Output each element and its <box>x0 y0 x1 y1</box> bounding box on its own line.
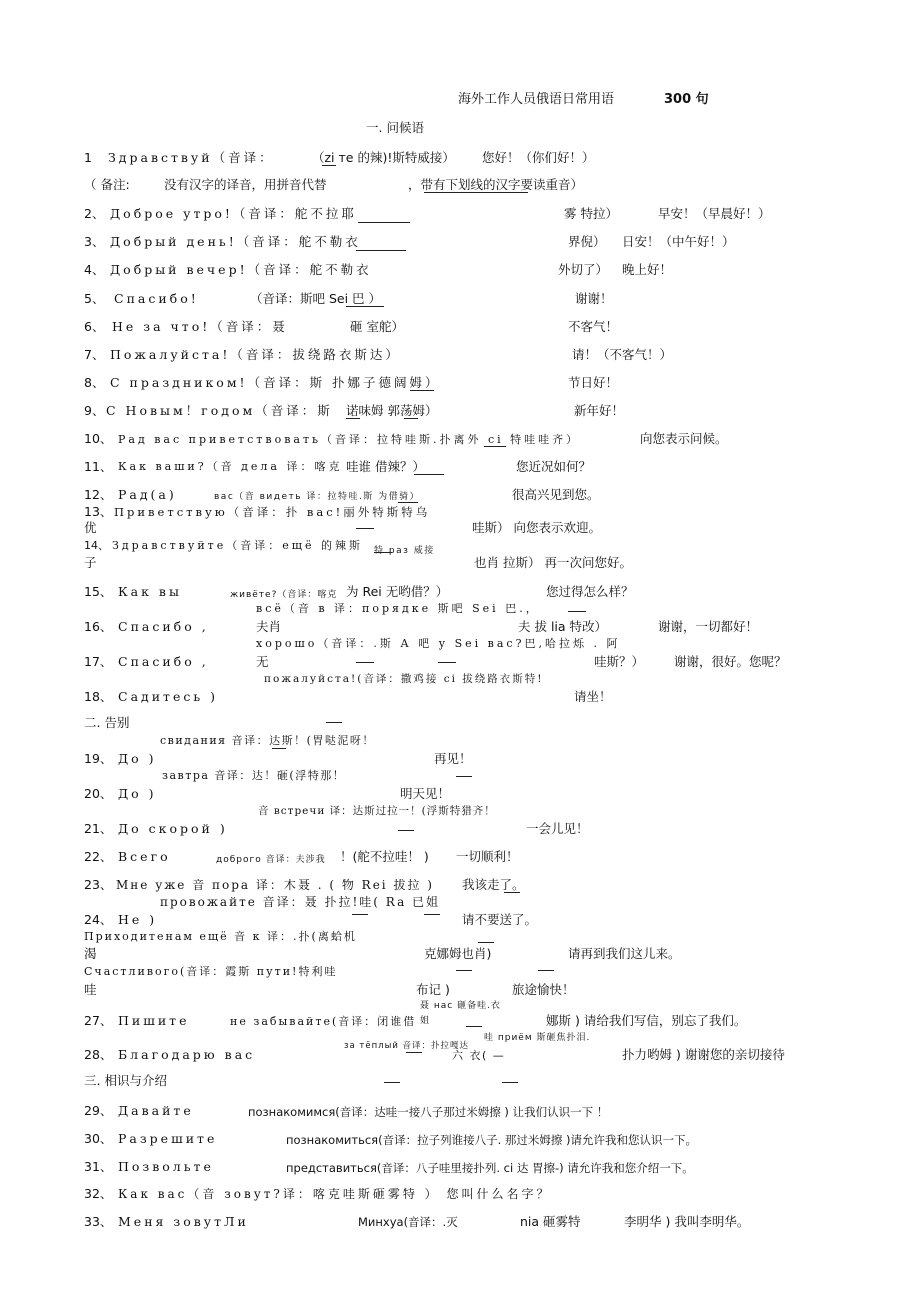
phrase-21-number: 21、 <box>84 821 113 836</box>
phrase-5-transliteration: （音译：斯吧 Sei 巴 ） <box>250 291 382 306</box>
phrase-24-number: 24、 <box>84 912 113 927</box>
phrase-20-number: 20、 <box>84 786 113 801</box>
phrase-16-meaning: 谢谢，一切都好！ <box>658 619 759 634</box>
phrase-33-russian: Меня зовутЛи <box>118 1214 249 1229</box>
phrase-12-meaning: 很高兴见到您。 <box>512 487 600 502</box>
phrase-7-number: 7、 <box>84 347 105 362</box>
phrase-17-extra: пожалуйста!(音译：撒鸡接 ci 拔绕路衣斯特! <box>264 673 544 685</box>
phrase-28-continuation: 六 衣( — <box>452 1049 506 1062</box>
phrase-10-number: 10、 <box>84 431 113 446</box>
phrase-13-number: 13、 <box>84 504 113 519</box>
phrase-8-russian: С праздником!（音译：斯 扑娜子德阔姆） <box>110 375 441 390</box>
stress-underline <box>272 748 286 749</box>
phrase-24-russian: Не ) <box>118 912 158 927</box>
phrase-5-number: 5、 <box>84 291 105 306</box>
phrase-5-russian: Спасибо! <box>114 291 199 306</box>
phrase-29-russian: Давайте <box>118 1103 194 1118</box>
stress-mark <box>438 662 456 663</box>
phrase-22-word: доброго 音译：夫涉我 <box>216 855 326 865</box>
phrase-32-text: Как вас（音 зовут?译：喀克哇斯砸雾特 ） 您叫什么名字？ <box>118 1187 552 1201</box>
stress-underline <box>410 390 434 391</box>
phrase-14-number: 14、 <box>84 539 109 552</box>
phrase-2-number: 2、 <box>84 206 105 221</box>
note-underline <box>424 192 528 193</box>
phrase-23-meaning: 我该走了。 <box>462 877 525 892</box>
phrase-17-word: хорошо（音译：.斯 А 吧 у Sei вас?巴,哈拉烁 . 阿 <box>256 637 621 650</box>
section-heading-greetings: 一. 问候语 <box>366 120 424 135</box>
phrase-33-russian-2: Минхуа(音译：.灭 <box>358 1215 458 1229</box>
phrase-15-word: живёте?（音译：喀克 <box>230 590 338 600</box>
phrase-33-transliteration: nia 砸雾特 <box>520 1214 581 1229</box>
phrase-10-meaning: 向您表示问候。 <box>640 431 728 446</box>
phrase-18-meaning: 请坐！ <box>574 689 612 704</box>
phrase-14-meaning: 也肖 拉斯） 再一次问您好。 <box>474 555 632 570</box>
phrase-3-number: 3、 <box>84 234 105 249</box>
phrase-6-transliteration: 砸 室舵） <box>350 319 404 334</box>
doc-title: 海外工作人员俄语日常用语 <box>458 92 615 107</box>
phrase-17-russian: Спасибо , <box>118 654 209 669</box>
phrase-28-number: 28、 <box>84 1047 113 1062</box>
phrase-25-continuation: 渴 <box>84 946 97 961</box>
phrase-23-russian: Мне уже 音 пора 译：木聂 . ( 物 Rei 拔拉 ) <box>116 878 434 892</box>
stress-mark <box>424 914 440 915</box>
stress-mark <box>398 830 414 831</box>
phrase-11-number: 11、 <box>84 459 113 474</box>
phrase-15-russian: Как вы <box>118 584 182 599</box>
phrase-20-russian: До ) <box>118 786 157 801</box>
phrase-22-transliteration: ！(舵不拉哇！ ) <box>340 849 429 864</box>
phrase-12-transliteration: вас（音 видеть 译：拉特哇.斯 为借骑） <box>214 492 421 502</box>
phrase-7-russian: Пожалуйста!（音译：拔绕路衣斯达） <box>110 347 401 362</box>
phrase-28-word-2: за тёплый 音译：扑拉嘎达 <box>344 1041 470 1051</box>
phrase-29-number: 29、 <box>84 1103 113 1118</box>
stress-mark <box>374 552 392 553</box>
phrase-20-word: завтра 音译：达！砸(浮特那！ <box>162 769 346 782</box>
phrase-4-meaning: 晚上好！ <box>622 262 673 277</box>
phrase-16-word: всё（音 в 译：порядке 斯吧 Sei 巴.， <box>256 602 540 615</box>
phrase-30-text: познакомиться(音译：拉子列谁接八子. 那过米姆擦 )请允许我和您认识一下。 <box>286 1133 698 1147</box>
phrase-7-meaning: 请！（不客气！） <box>572 347 673 362</box>
stress-underline <box>398 502 418 503</box>
stress-underline <box>358 222 410 223</box>
phrase-1-transliteration: （zi те 的辣)!斯特威接） <box>312 150 455 165</box>
phrase-21-russian: До скорой ) <box>118 821 228 836</box>
phrase-27-number: 27、 <box>84 1013 113 1028</box>
phrase-26-russian: Счастливого(音译：霞斯 пути!特利哇 <box>84 965 338 978</box>
phrase-11-russian: Как ваши?（音 дела 译：喀克 <box>118 460 343 473</box>
phrase-33-meaning: 李明华 ) 我叫李明华。 <box>624 1214 750 1229</box>
stress-mark <box>356 662 374 663</box>
phrase-19-russian: До ) <box>118 751 157 766</box>
stress-mark <box>356 528 374 529</box>
stress-underline <box>356 250 406 251</box>
phrase-11-meaning: 您近况如何？ <box>516 459 592 474</box>
phrase-25-transliteration: 克娜姆也肖) <box>424 946 492 961</box>
phrase-27-word: 聂 нас 砸备哇.衣 <box>420 1001 501 1011</box>
phrase-24-meaning: 请不要送了。 <box>462 912 538 927</box>
phrase-15-number: 15、 <box>84 584 113 599</box>
stress-mark <box>326 722 342 723</box>
phrase-25-russian: Приходитенам ещё 音 к 译：.扑(离蛤机 <box>84 930 357 943</box>
phrase-15-transliteration: 为 Rei 无哟借？） <box>346 584 449 599</box>
phrase-28-word: 哇 приём 斯砸焦扑泪. <box>484 1033 591 1043</box>
phrase-28-meaning: 扑力哟姆 ) 谢谢您的亲切接待 <box>622 1047 785 1062</box>
stress-mark <box>384 1082 400 1083</box>
note-label: （ 备注: <box>84 177 130 192</box>
phrase-19-meaning: 再见！ <box>434 751 472 766</box>
stress-underline <box>346 418 360 419</box>
phrase-6-russian: Не за что!（音译：聂 <box>112 319 288 334</box>
phrase-13-meaning: 哇斯） 向您表示欢迎。 <box>472 520 601 535</box>
phrase-13-russian: Приветствую（音译：扑 вас!丽外特斯特乌 <box>114 505 431 519</box>
phrase-4-russian: Добрый вечер!（音译：舵不勒衣 <box>110 262 372 277</box>
note-text-2: ，带有下划线的汉字要读重音） <box>408 177 584 192</box>
phrase-17-meaning: 谢谢，很好。您呢？ <box>674 654 787 669</box>
phrase-14-transliteration: 特 раз 威接 <box>374 546 435 556</box>
phrase-11-transliteration: 哇谁 借辣？） <box>346 459 425 474</box>
phrase-19-word: свидания 音译：达斯！(胃哒泥呀！ <box>160 734 375 747</box>
phrase-8-number: 8、 <box>84 375 105 390</box>
phrase-5-meaning: 谢谢！ <box>575 291 613 306</box>
phrase-27-russian-2: не забывайте(音译：闭谁借 <box>230 1015 417 1028</box>
phrase-10-russian: Рад вас приветствовать（音译：拉特哇斯.扑离外 ci 特哇哇齐） <box>118 433 581 446</box>
phrase-4-number: 4、 <box>84 262 105 277</box>
phrase-27-meaning: 娜斯 ) 请给我们写信，别忘了我们。 <box>546 1013 747 1028</box>
phrase-22-number: 22、 <box>84 849 113 864</box>
phrase-22-russian: Всего <box>118 849 171 864</box>
phrase-18-number: 18、 <box>84 689 113 704</box>
phrase-20-meaning: 明天见！ <box>400 786 451 801</box>
phrase-22-meaning: 一切顺利！ <box>456 849 519 864</box>
phrase-16-transliteration-2: 夫 拔 lia 特改） <box>518 619 608 634</box>
phrase-17-transliteration: 无 <box>256 654 269 669</box>
phrase-27-russian: Пишите <box>118 1013 190 1028</box>
stress-underline <box>414 474 444 475</box>
phrase-15-meaning: 您过得怎么样？ <box>546 584 634 599</box>
phrase-27-continuation: 姐 <box>420 1016 431 1026</box>
phrase-21-word: 音 встречи 译：达斯过拉一！(浮斯特猎齐！ <box>258 805 496 817</box>
stress-underline <box>504 892 520 893</box>
phrase-9-transliteration: 诺味姆 郭荡姆） <box>346 403 438 418</box>
stress-mark <box>538 970 554 971</box>
stress-mark <box>478 942 494 943</box>
phrase-31-text: представиться(音译：八子哇里接扑列. ci 达 胃擦-) 请允许我和您介绍一下。 <box>286 1161 694 1175</box>
phrase-24-word: провожайте 音译：聂 扑拉!哇( Ra 已姐 <box>160 895 441 909</box>
stress-mark <box>456 970 472 971</box>
phrase-9-russian: С Новым！годом（音译：斯 <box>106 403 333 418</box>
phrase-25-meaning: 请再到我们这儿来。 <box>568 946 681 961</box>
phrase-30-number: 30、 <box>84 1131 113 1146</box>
phrase-23-number: 23、 <box>84 877 113 892</box>
stress-mark <box>406 1052 422 1053</box>
stress-underline <box>484 446 506 447</box>
phrase-29-text: познакомимся(音译：达哇一接八子那过米姆擦 ) 让我们认识一下 ！ <box>248 1105 609 1119</box>
phrase-9-number: 9、 <box>84 403 105 418</box>
phrase-3-transliteration: 界倪） <box>568 234 606 249</box>
section-heading-farewell: 二. 告别 <box>84 715 130 730</box>
phrase-13-continuation: 优 <box>84 520 97 535</box>
stress-underline <box>322 165 336 166</box>
phrase-26-continuation: 哇 <box>84 982 97 997</box>
phrase-14-russian: Здравствуйте（音译：ещё 的辣斯 <box>112 539 363 552</box>
phrase-1-russian: Здравствуй（音译： <box>108 150 275 165</box>
phrase-3-russian: Добрый день!（音译：舵不勒衣 <box>110 234 361 249</box>
phrase-16-transliteration: 夫肖 <box>256 619 282 634</box>
stress-mark <box>456 776 472 777</box>
phrase-14-continuation: 子 <box>84 555 97 570</box>
phrase-3-meaning: 日安！（中午好！） <box>622 234 735 249</box>
stress-underline <box>404 418 418 419</box>
phrase-21-meaning: 一会儿见！ <box>526 821 589 836</box>
phrase-4-transliteration: 外切了） <box>558 262 609 277</box>
note-text-1: 没有汉字的译音，用拼音代替 <box>164 177 327 192</box>
phrase-12-russian: Рад(а) <box>118 487 177 502</box>
phrase-16-russian: Спасибо , <box>118 619 209 634</box>
phrase-17-number: 17、 <box>84 654 113 669</box>
stress-mark <box>568 611 586 612</box>
stress-mark <box>352 914 368 915</box>
phrase-12-number: 12、 <box>84 487 113 502</box>
phrase-26-transliteration: 布记 ) <box>416 982 450 997</box>
phrase-18-russian: Садитесь ) <box>118 689 219 704</box>
phrase-31-russian: Позвольте <box>118 1159 214 1174</box>
phrase-28-russian: Благодарю вас <box>118 1047 256 1062</box>
stress-mark <box>466 1026 482 1027</box>
phrase-1-number: 1 <box>84 150 92 165</box>
phrase-30-russian: Разрешите <box>118 1131 218 1146</box>
phrase-6-meaning: 不客气！ <box>568 319 619 334</box>
phrase-31-number: 31、 <box>84 1159 113 1174</box>
phrase-17-transliteration-2: 哇斯？） <box>594 654 645 669</box>
phrase-32-number: 32、 <box>84 1186 113 1201</box>
phrase-9-meaning: 新年好！ <box>574 403 625 418</box>
phrase-2-transliteration: 雾 特拉） <box>564 206 618 221</box>
phrase-26-meaning: 旅途愉快！ <box>512 982 575 997</box>
phrase-6-number: 6、 <box>84 319 105 334</box>
phrase-8-meaning: 节日好！ <box>568 375 619 390</box>
stress-underline <box>346 306 384 307</box>
phrase-2-meaning: 早安！（早晨好！） <box>658 206 771 221</box>
doc-title-count: 300 句 <box>664 92 709 107</box>
phrase-33-number: 33、 <box>84 1214 113 1229</box>
section-heading-introductions: 三. 相识与介绍 <box>84 1073 167 1088</box>
phrase-19-number: 19、 <box>84 751 113 766</box>
stress-mark <box>502 1082 518 1083</box>
phrase-2-russian: Доброе утро!（音译：舵不拉耶 <box>110 206 357 221</box>
phrase-16-number: 16、 <box>84 619 113 634</box>
phrase-1-meaning: 您好！（你们好！） <box>482 150 595 165</box>
